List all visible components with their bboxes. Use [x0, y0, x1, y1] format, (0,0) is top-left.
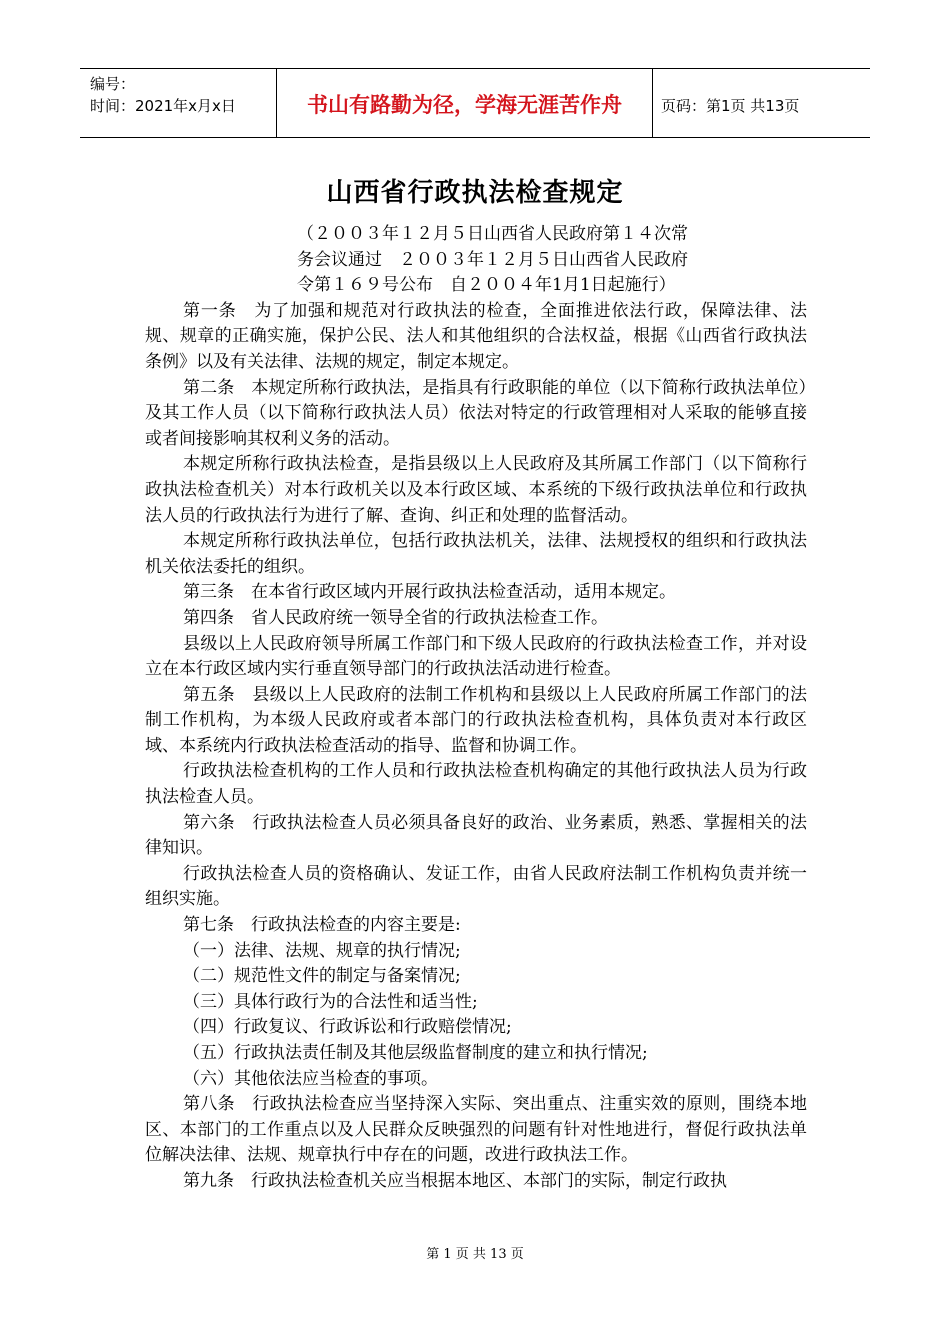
header-motto-cell [277, 69, 653, 137]
article-7: 第七条 行政执法检查的内容主要是: [183, 915, 461, 936]
article-4-paragraph: 县级以上人民政府领导所属工作部门和下级人民政府的行政执法检查工作，并对设立在本行政区域内实行垂直领导部门的行政执法活动进行检查。 [145, 633, 807, 680]
document-body [145, 222, 807, 1195]
list-item: （五）行政执法责任制及其他层级监督制度的建立和执行情况; [183, 1043, 648, 1063]
page-info: 页码：第1页 共13页 [661, 97, 800, 115]
publication-note-line: 务会议通过 ２００３年１２月５日山西省人民政府 [297, 249, 688, 270]
article-2-paragraph: 本规定所称行政执法单位，包括行政执法机关，法律、法规授权的组织和行政执法机关依法委托的组织。 [145, 531, 807, 577]
publication-note-line: （２００３年１２月５日山西省人民政府第１４次常 [297, 224, 688, 244]
publication-note-line: 令第１６９号公布 自２００４年1月1日起施行） [297, 275, 676, 296]
article-9: 第九条 行政执法检查机关应当根据本地区、本部门的实际，制定行政执 [183, 1170, 727, 1191]
list-item: （二）规范性文件的制定与备案情况; [183, 966, 461, 987]
header-page-cell [653, 69, 870, 137]
time-label: 时间：2021年x月x日 [90, 97, 236, 115]
document-title: 山西省行政执法检查规定 [326, 178, 624, 208]
page-footer: 第 1 页 共 13 页 [426, 1247, 524, 1262]
header-info-cell [80, 69, 277, 137]
list-item: （六）其他依法应当检查的事项。 [183, 1068, 438, 1089]
motto-text: 书山有路勤为径，学海无涯苦作舟 [307, 93, 622, 117]
article-3: 第三条 在本省行政区域内开展行政执法检查活动，适用本规定。 [183, 582, 676, 603]
article-6: 第六条 行政执法检查人员必须具备良好的政治、业务素质，熟悉、掌握相关的法律知识。 [145, 812, 807, 859]
list-item: （三）具体行政行为的合法性和适当性; [183, 991, 478, 1012]
article-4: 第四条 省人民政府统一领导全省的行政执法检查工作。 [183, 607, 608, 628]
article-5-paragraph: 行政执法检查机构的工作人员和行政执法检查机构确定的其他行政执法人员为行政执法检查人员。 [145, 761, 807, 808]
list-item: （四）行政复议、行政诉讼和行政赔偿情况; [183, 1017, 512, 1038]
article-6-paragraph: 行政执法检查人员的资格确认、发证工作，由省人民政府法制工作机构负责并统一组织实施。 [145, 863, 807, 910]
article-2: 第二条 本规定所称行政执法，是指具有行政职能的单位（以下简称行政执法单位）及其工作人员（以下简称行政执法人员）依法对特定的行政管理相对人采取的能够直接或者间接影响其权利义务的活动。 [145, 377, 807, 449]
serial-label: 编号： [90, 75, 136, 93]
header-table [80, 68, 870, 138]
article-1: 第一条 为了加强和规范对行政执法的检查，全面推进依法行政，保障法律、法规、规章的正确实施，保护公民、法人和其他组织的合法权益，根据《山西省行政执法条例》以及有关法律、法规的规定，制定本规定。 [145, 300, 807, 372]
article-5: 第五条 县级以上人民政府的法制工作机构和县级以上人民政府所属工作部门的法制工作机构，为本级人民政府或者本部门的行政执法检查机构，具体负责对本行政区域、本系统内行政执法检查活动的指导、监督和协调工作。 [145, 684, 807, 756]
article-8: 第八条 行政执法检查应当坚持深入实际、突出重点、注重实效的原则，围绕本地区、本部门的工作重点以及人民群众反映强烈的问题有针对性地进行，督促行政执法单位解决法律、法规、规章执行中存在的问题，改进行政执法工作。 [145, 1094, 807, 1166]
article-2-paragraph: 本规定所称行政执法检查，是指县级以上人民政府及其所属工作部门（以下简称行政执法检查机关）对本行政机关以及本行政区域、本系统的下级行政执法单位和行政执法人员的行政执法行为进行了解、查询、纠正和处理的监督活动。 [145, 454, 807, 526]
list-item: （一）法律、法规、规章的执行情况; [183, 940, 461, 961]
